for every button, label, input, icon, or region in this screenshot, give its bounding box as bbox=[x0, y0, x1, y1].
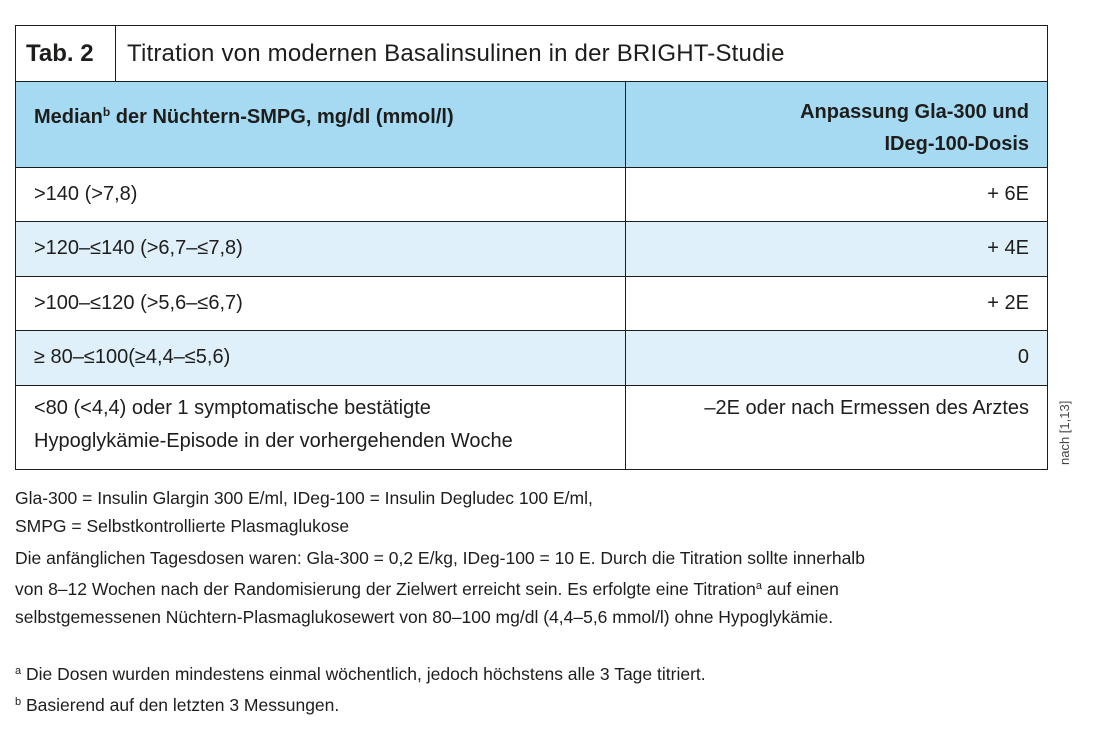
table-notes bbox=[15, 484, 1075, 719]
range-cell: >140 (>7,8) bbox=[16, 167, 625, 222]
footnote-b-text: Basierend auf den letzten 3 Messungen. bbox=[21, 695, 340, 715]
footnote-a-text: Die Dosen wurden mindestens einmal wöchentlich, jedoch höchstens alle 3 Tage titriert. bbox=[21, 664, 706, 684]
range-cell: >100–≤120 (>5,6–≤6,7) bbox=[16, 276, 625, 331]
range-line1: <80 (<4,4) oder 1 symptomatische bestätigte bbox=[34, 396, 431, 419]
footnote-b-mark: b bbox=[15, 696, 22, 708]
adjustment-cell: + 4E bbox=[625, 222, 1047, 277]
source-citation: nach [1,13] bbox=[1057, 400, 1072, 465]
table-title-bar bbox=[16, 26, 1047, 82]
table-row bbox=[16, 385, 1047, 469]
abbr-line2: SMPG = Selbstkontrollierte Plasmaglukose bbox=[15, 516, 350, 536]
footnote-b bbox=[15, 688, 1075, 719]
adjustment-cell: + 2E bbox=[625, 276, 1047, 331]
header-col2-line1: Anpassung Gla-300 und bbox=[800, 101, 1029, 123]
range-cell bbox=[16, 385, 625, 469]
range-cell: ≥ 80–≤100(≥4,4–≤5,6) bbox=[16, 331, 625, 386]
table-row bbox=[16, 222, 1047, 277]
range-line2: Hypoglykämie-Episode in der vorhergehenden Woche bbox=[34, 429, 513, 452]
para-line3: selbstgemessenen Nüchtern-Plasmaglukosewert von 80–100 mg/dl (4,4–5,6 mmol/l) ohne Hypoglykämie. bbox=[15, 607, 834, 627]
adjustment-cell: 0 bbox=[625, 331, 1047, 386]
header-col1-sup: b bbox=[102, 105, 111, 119]
titration-table bbox=[15, 25, 1048, 470]
table-row bbox=[16, 331, 1047, 386]
range-cell: >120–≤140 (>6,7–≤7,8) bbox=[16, 222, 625, 277]
header-row bbox=[16, 82, 1047, 167]
header-col1-text: Median bbox=[34, 106, 103, 128]
adjustment-cell: + 6E bbox=[625, 167, 1047, 222]
footnote-a bbox=[15, 657, 1075, 688]
abbr-line1: Gla-300 = Insulin Glargin 300 E/ml, IDeg-100 = Insulin Degludec 100 E/ml, bbox=[15, 488, 593, 508]
table-label: Tab. 2 bbox=[16, 26, 116, 81]
para-line1: Die anfänglichen Tagesdosen waren: Gla-300 = 0,2 E/kg, IDeg-100 = 10 E. Durch die Titration sollte innerhalb bbox=[15, 548, 865, 568]
adjustment-cell: –2E oder nach Ermessen des Arztes bbox=[625, 385, 1047, 469]
table-title: Titration von modernen Basalinsulinen in der BRIGHT-Studie bbox=[127, 39, 785, 67]
header-median-fasting-smpg bbox=[16, 82, 625, 167]
explanation-paragraph bbox=[15, 544, 1075, 631]
para-sup: a bbox=[755, 580, 763, 592]
header-col2-line2: IDeg-100-Dosis bbox=[884, 133, 1029, 155]
table-row bbox=[16, 276, 1047, 331]
para-line2-end: auf einen bbox=[762, 579, 839, 599]
footnote-a-mark: a bbox=[15, 665, 22, 677]
table-row bbox=[16, 167, 1047, 222]
header-dose-adjustment bbox=[625, 82, 1047, 167]
abbreviations bbox=[15, 484, 1075, 540]
para-line2: von 8–12 Wochen nach der Randomisierung der Zielwert erreicht sein. Es erfolgte eine Titration bbox=[15, 579, 756, 599]
data-table bbox=[16, 82, 1047, 469]
header-col1-rest: der Nüchtern-SMPG, mg/dl (mmol/l) bbox=[110, 106, 454, 128]
